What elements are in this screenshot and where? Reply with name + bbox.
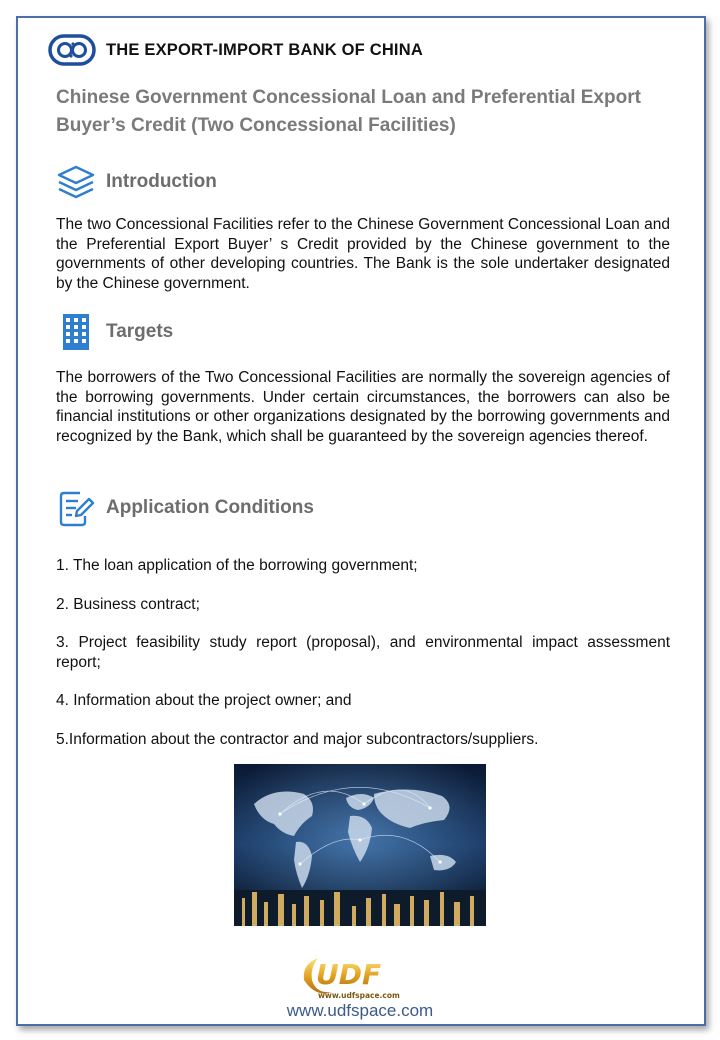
udf-logo-url: www.udfspace.com: [318, 991, 400, 1000]
targets-text: The borrowers of the Two Concessional Facilities are normally the sovereign agencies of the borrowing governments. Under certain circumstances, the borrowers can also be financial institutions or other organizations designated by the borrowing governments and recognized by the Bank, which shall be guaranteed by the sovereign agencies thereof.: [56, 369, 670, 445]
section-title-introduction: Introduction: [106, 171, 217, 192]
introduction-text: The two Concessional Facilities refer to the Chinese Government Concessional Loan and the Preferential Export Buyer’ s Credit provided by the Chinese government to the governments of other developing countries. The Bank is the sole undertaker designated by the Chinese government.: [56, 216, 670, 292]
list-item: 2. Business contract;: [56, 595, 200, 613]
bank-name: THE EXPORT-IMPORT BANK OF CHINA: [106, 40, 423, 59]
section-heading-targets: [56, 312, 173, 352]
document-edit-icon: [56, 488, 96, 528]
page-header: [48, 32, 423, 68]
list-item: 5.Information about the contractor and major subcontractors/suppliers.: [56, 730, 539, 748]
page-title: Chinese Government Concessional Loan and Preferential Export Buyer’s Credit (Two Concessional Facilities): [56, 87, 641, 136]
udf-logo: [296, 950, 424, 1002]
list-item: 3. Project feasibility study report (proposal), and environmental impact assessment report;: [56, 634, 670, 671]
list-item: 1. The loan application of the borrowing government;: [56, 557, 418, 574]
section-title-targets: Targets: [106, 321, 174, 342]
layers-icon: [56, 162, 96, 202]
section-heading-conditions: [56, 488, 314, 528]
website-link[interactable]: www.udfspace.com: [286, 1001, 434, 1020]
conditions-list: [56, 552, 670, 749]
exim-bank-logo-icon: [48, 34, 96, 66]
section-heading-introduction: [56, 162, 217, 202]
udf-logo-text: UDF: [316, 958, 382, 991]
building-icon: [56, 312, 96, 352]
list-item: 4. Information about the project owner; and: [56, 692, 352, 709]
section-title-conditions: Application Conditions: [106, 497, 314, 518]
world-map-image: [234, 764, 486, 926]
